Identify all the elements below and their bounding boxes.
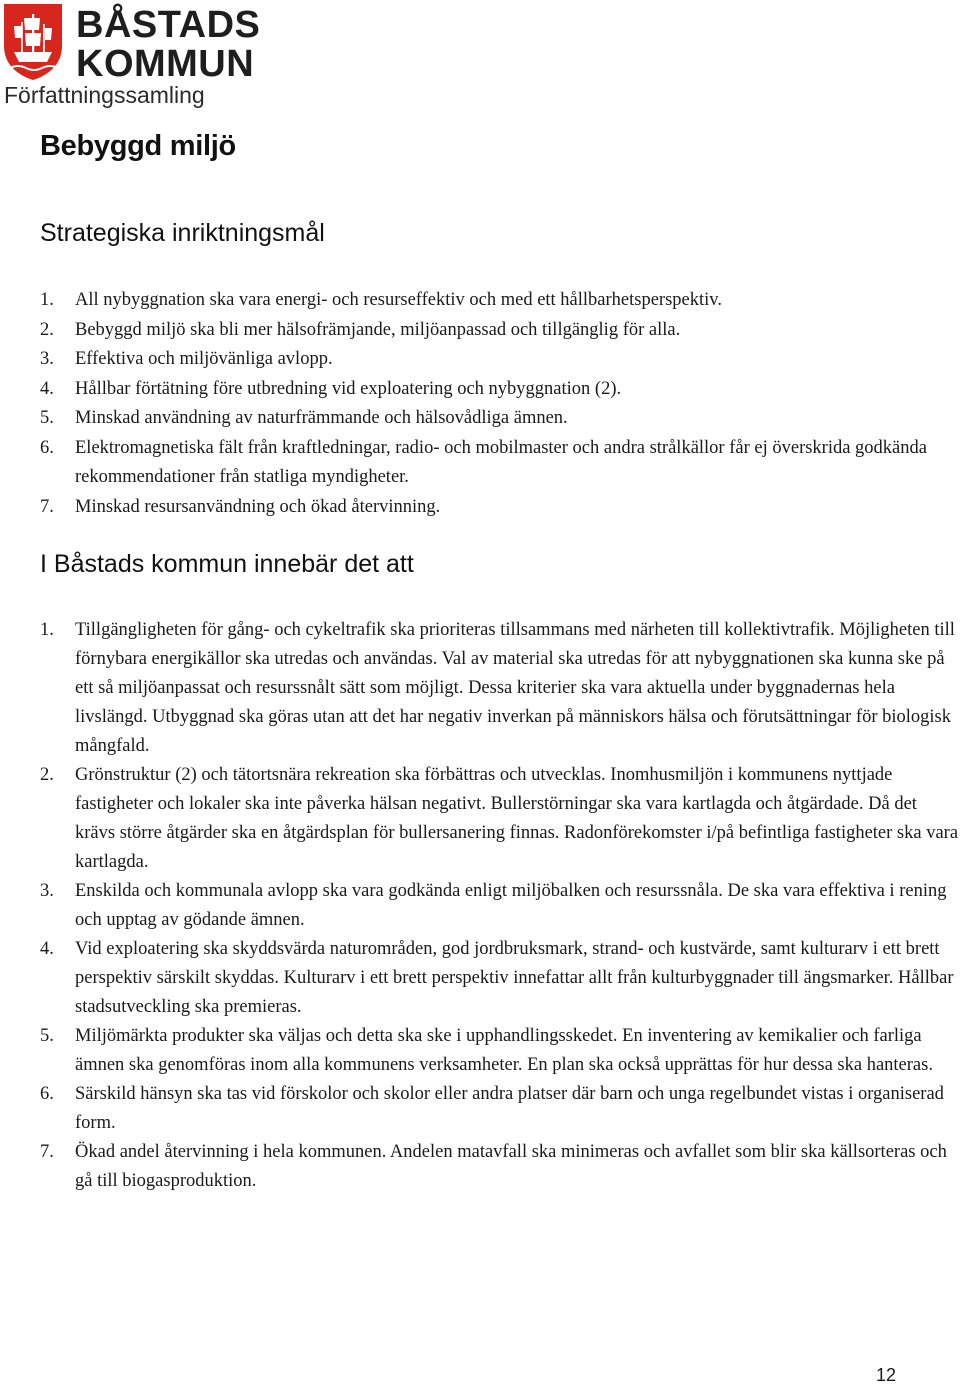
list-item-number: 5. [40, 408, 54, 428]
list-item-number: 7. [40, 1142, 54, 1162]
list-item-number: 7. [40, 496, 54, 517]
list-item-text: Minskad användning av naturfrämmande och hälsovådliga ämnen. [75, 408, 568, 428]
list-item-text: Enskilda och kommunala avlopp ska vara godkända enligt miljöbalken och resurssnåla. De ska vara effektiva i rening och upptag av gödande ämnen. [75, 881, 947, 930]
list-item-text: Elektromagnetiska fält från kraftledningar, radio- och mobilmaster och andra strålkällor får ej överskrida godkända rekommendationer från statliga myndigheter. [75, 437, 927, 487]
list-item-number: 3. [40, 881, 54, 901]
list-item [40, 404, 960, 434]
list-item [40, 877, 960, 935]
list-item-number: 2. [40, 765, 54, 785]
list-item [40, 1080, 960, 1138]
list-item-text: Hållbar förtätning före utbredning vid exploatering och nybyggnation (2). [75, 378, 622, 399]
list-item-number: 2. [40, 319, 54, 340]
list-item [40, 1022, 960, 1080]
means-heading: I Båstads kommun innebär det att [40, 550, 414, 578]
goals-heading: Strategiska inriktningsmål [40, 219, 325, 247]
org-name-line2: KOMMUN [76, 43, 255, 85]
list-item-text: Minskad resursanvändning och ökad återvinning. [75, 496, 441, 517]
list-item [40, 434, 960, 493]
list-item [40, 316, 960, 346]
list-item-text: Ökad andel återvinning i hela kommunen. Andelen matavfall ska minimeras och avfallet som blir ska källsorteras och gå till biogasproduktion. [75, 1142, 947, 1191]
page-number: 12 [875, 1365, 896, 1385]
list-item-text: Effektiva och miljövänliga avlopp. [75, 349, 333, 369]
list-item-text: Tillgängligheten för gång- och cykeltrafik ska prioriteras tillsammans med närheten till kollektivtrafik. Möjligheten till förnybara energikällor ska utredas och användas. Val av material ska utredas för att nybyggnationen ska kunna ske på ett så miljöanpassat och resurssnålt sätt som möjligt. Dessa kriterier ska vara aktuella under byggnadernas hela livslängd. Utbyggnad ska göras utan att det har negativ inverkan på människors hälsa och förutsättningar för biologisk mångfald. [75, 620, 955, 756]
list-item-number: 6. [40, 437, 54, 458]
list-item [40, 345, 960, 375]
list-item [40, 375, 960, 405]
list-item-number: 3. [40, 349, 54, 369]
list-item-text: Särskild hänsyn ska tas vid förskolor och skolor eller andra platser där barn och unga regelbundet vistas i organiserad form. [75, 1084, 944, 1133]
list-item-text: All nybyggnation ska vara energi- och resurseffektiv och med ett hållbarhetsperspektiv. [75, 290, 722, 310]
list-item [40, 761, 960, 877]
list-item-text: Vid exploatering ska skyddsvärda naturområden, god jordbruksmark, strand- och kustvärde, samt kulturarv i ett brett perspektiv särskilt skyddas. Kulturarv i ett brett perspektiv innefattar allt från kulturbyggnader till ängsmarker. Hållbar stadsutveckling ska premieras. [75, 939, 954, 1017]
page-title: Bebyggd miljö [40, 130, 236, 162]
list-item-number: 1. [40, 290, 54, 310]
list-item-number: 1. [40, 620, 54, 640]
list-item-text: Miljömärkta produkter ska väljas och detta ska ske i upphandlingsskedet. En inventering av kemikalier och farliga ämnen ska genomföras inom alla kommunens verksamheter. En plan ska också upprättas för hur dessa ska hanteras. [75, 1026, 933, 1075]
list-item [40, 616, 960, 761]
list-item-text: Bebyggd miljö ska bli mer hälsofrämjande, miljöanpassad och tillgänglig för alla. [75, 319, 681, 340]
org-name-line1: BÅSTADS [76, 4, 261, 46]
goals-list [40, 286, 960, 522]
list-item [40, 493, 960, 523]
document-header [2, 2, 262, 110]
list-item [40, 1138, 960, 1196]
list-item-number: 5. [40, 1026, 54, 1046]
list-item-number: 6. [40, 1084, 54, 1104]
list-item [40, 935, 960, 1022]
means-list [40, 616, 960, 1196]
municipal-crest-icon [2, 2, 64, 82]
list-item [40, 286, 960, 316]
publication-subtitle: Författningssamling [4, 82, 205, 108]
list-item-text: Grönstruktur (2) och tätortsnära rekreation ska förbättras och utvecklas. Inomhusmiljön i kommunens nyttjade fastigheter och lokaler ska inte påverka hälsan negativt. Bullerstörningar ska vara kartlagda och åtgärdade. Då det krävs större åtgärder ska en åtgärdsplan för bullersanering finnas. Radonförekomster i/på befintliga fastigheter ska vara kartlagda. [75, 765, 959, 872]
list-item-number: 4. [40, 939, 54, 959]
list-item-number: 4. [40, 378, 54, 399]
